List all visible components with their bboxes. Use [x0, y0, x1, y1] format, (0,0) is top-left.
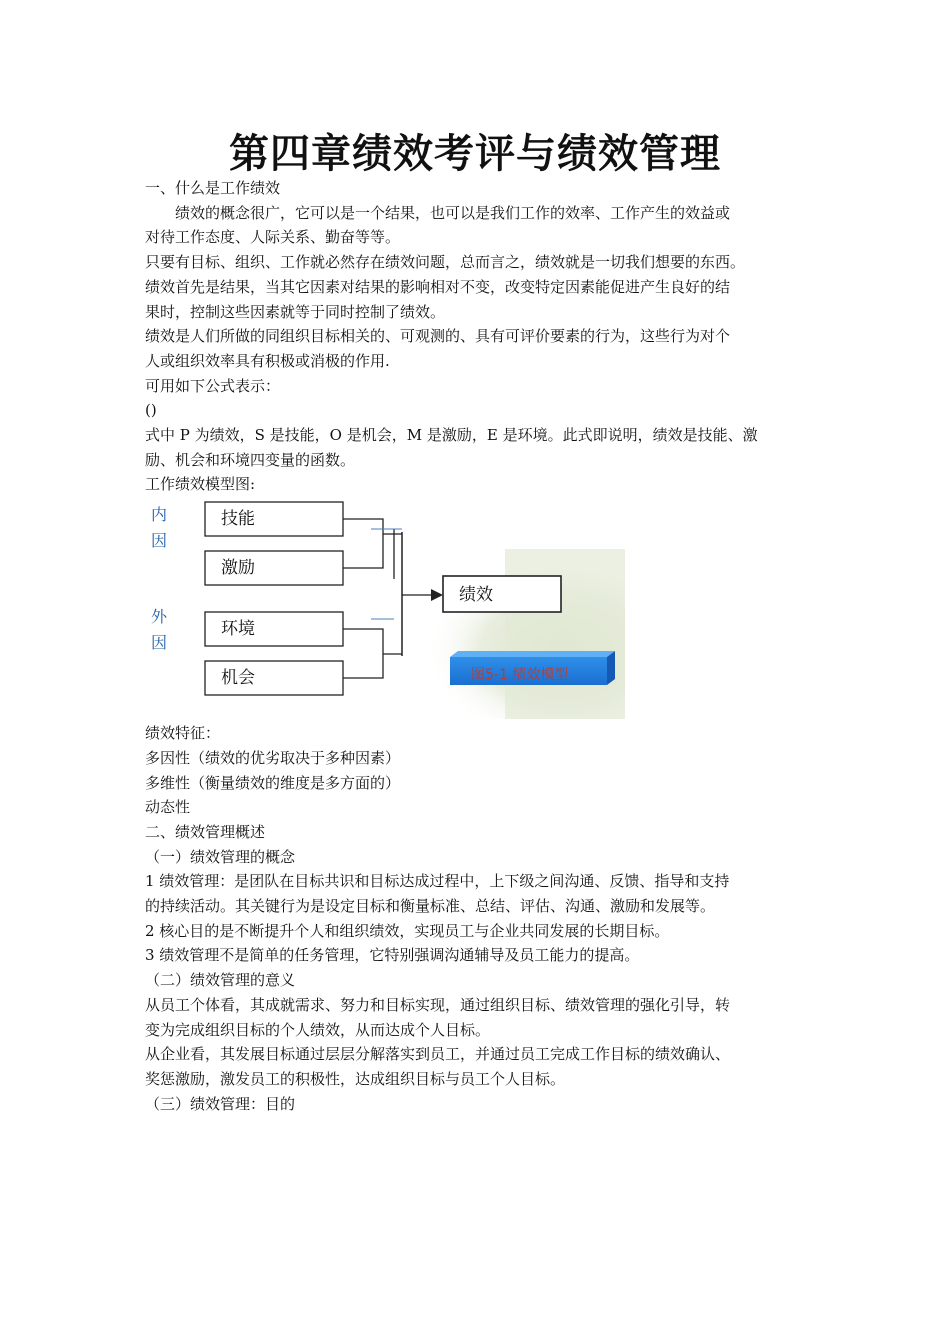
opportunity-label: 机会: [221, 668, 255, 689]
paragraph-line: 绩效是人们所做的同组织目标相关的、可观测的、具有可评价要素的行为，这些行为对个: [145, 327, 731, 346]
paragraph-line: 励、机会和环境四变量的函数。: [145, 450, 356, 469]
paragraph-line: 从员工个体看，其成就需求、努力和目标实现，通过组织目标、绩效管理的强化引导，转: [145, 995, 731, 1014]
paragraph-line: 式中 P 为绩效，S 是技能，O 是机会，M 是激励，E 是环境。此式即说明，绩效是技能、激: [145, 426, 758, 445]
subsection-heading: （一）绩效管理的概念: [145, 847, 296, 866]
paragraph-line: 1 绩效管理：是团队在目标共识和目标达成过程中，上下级之间沟通、反馈、指导和支持: [145, 872, 730, 891]
paragraph-line: 人或组织效率具有积极或消极的作用.: [145, 351, 390, 370]
body-text: [145, 176, 817, 1116]
skill-label: 技能: [221, 509, 255, 530]
figure-intro: 工作绩效模型图:: [145, 475, 256, 494]
subsection-heading: （三）绩效管理：目的: [145, 1094, 296, 1113]
subsection-heading: （二）绩效管理的意义: [145, 971, 296, 990]
paragraph-line: 的持续活动。其关键行为是设定目标和衡量标准、总结、评估、沟通、激励和发展等。: [145, 897, 716, 916]
paragraph-line: 多维性（衡量绩效的维度是多方面的）: [145, 773, 401, 792]
performance-label: 绩效: [459, 585, 493, 606]
paragraph-line: 绩效的概念很广，它可以是一个结果，也可以是我们工作的效率、工作产生的效益或: [175, 203, 731, 222]
paragraph-line: 3 绩效管理不是简单的任务管理，它特别强调沟通辅导及员工能力的提高。: [145, 946, 640, 965]
section-heading: 二、绩效管理概述: [145, 822, 266, 841]
paragraph-line: 果时，控制这些因素就等于同时控制了绩效。: [145, 302, 446, 321]
external-factors-label: 外因: [151, 607, 168, 653]
environment-label: 环境: [221, 619, 255, 640]
paragraph-line: 可用如下公式表示：: [145, 376, 281, 395]
caption-block-top: [450, 651, 615, 657]
paragraph-line: 动态性: [145, 798, 191, 817]
section-heading: 一、什么是工作绩效: [145, 179, 281, 197]
paragraph-line: 绩效首先是结果，当其它因素对结果的影响相对不变，改变特定因素能促进产生良好的结: [145, 277, 731, 296]
figure-background-fade: [505, 549, 625, 719]
formula-placeholder: (): [145, 401, 157, 420]
internal-factors-label: 内因: [151, 505, 168, 551]
performance-model-figure: [145, 499, 625, 719]
paragraph-line: 只要有目标、组织、工作就必然存在绩效问题，总而言之，绩效就是一切我们想要的东西。: [145, 253, 746, 272]
figure-caption: 图5-1 绩效模型: [471, 667, 569, 684]
paragraph-line: 多因性（绩效的优劣取决于多种因素）: [145, 748, 401, 767]
paragraph-line: 从企业看，其发展目标通过层层分解落实到员工，并通过员工完成工作目标的绩效确认、: [145, 1045, 731, 1064]
paragraph-line: 奖惩激励，激发员工的积极性，达成组织目标与员工个人目标。: [145, 1069, 566, 1088]
paragraph-line: 2 核心目的是不断提升个人和组织绩效，实现员工与企业共同发展的长期目标。: [145, 921, 670, 940]
paragraph-line: 变为完成组织目标的个人绩效，从而达成个人目标。: [145, 1020, 491, 1039]
paragraph-line: 对待工作态度、人际关系、勤奋等等。: [145, 228, 401, 247]
paragraph-line: 绩效特征：: [145, 724, 221, 743]
page-title: 第四章绩效考评与绩效管理: [229, 130, 721, 177]
motivation-label: 激励: [221, 558, 255, 579]
